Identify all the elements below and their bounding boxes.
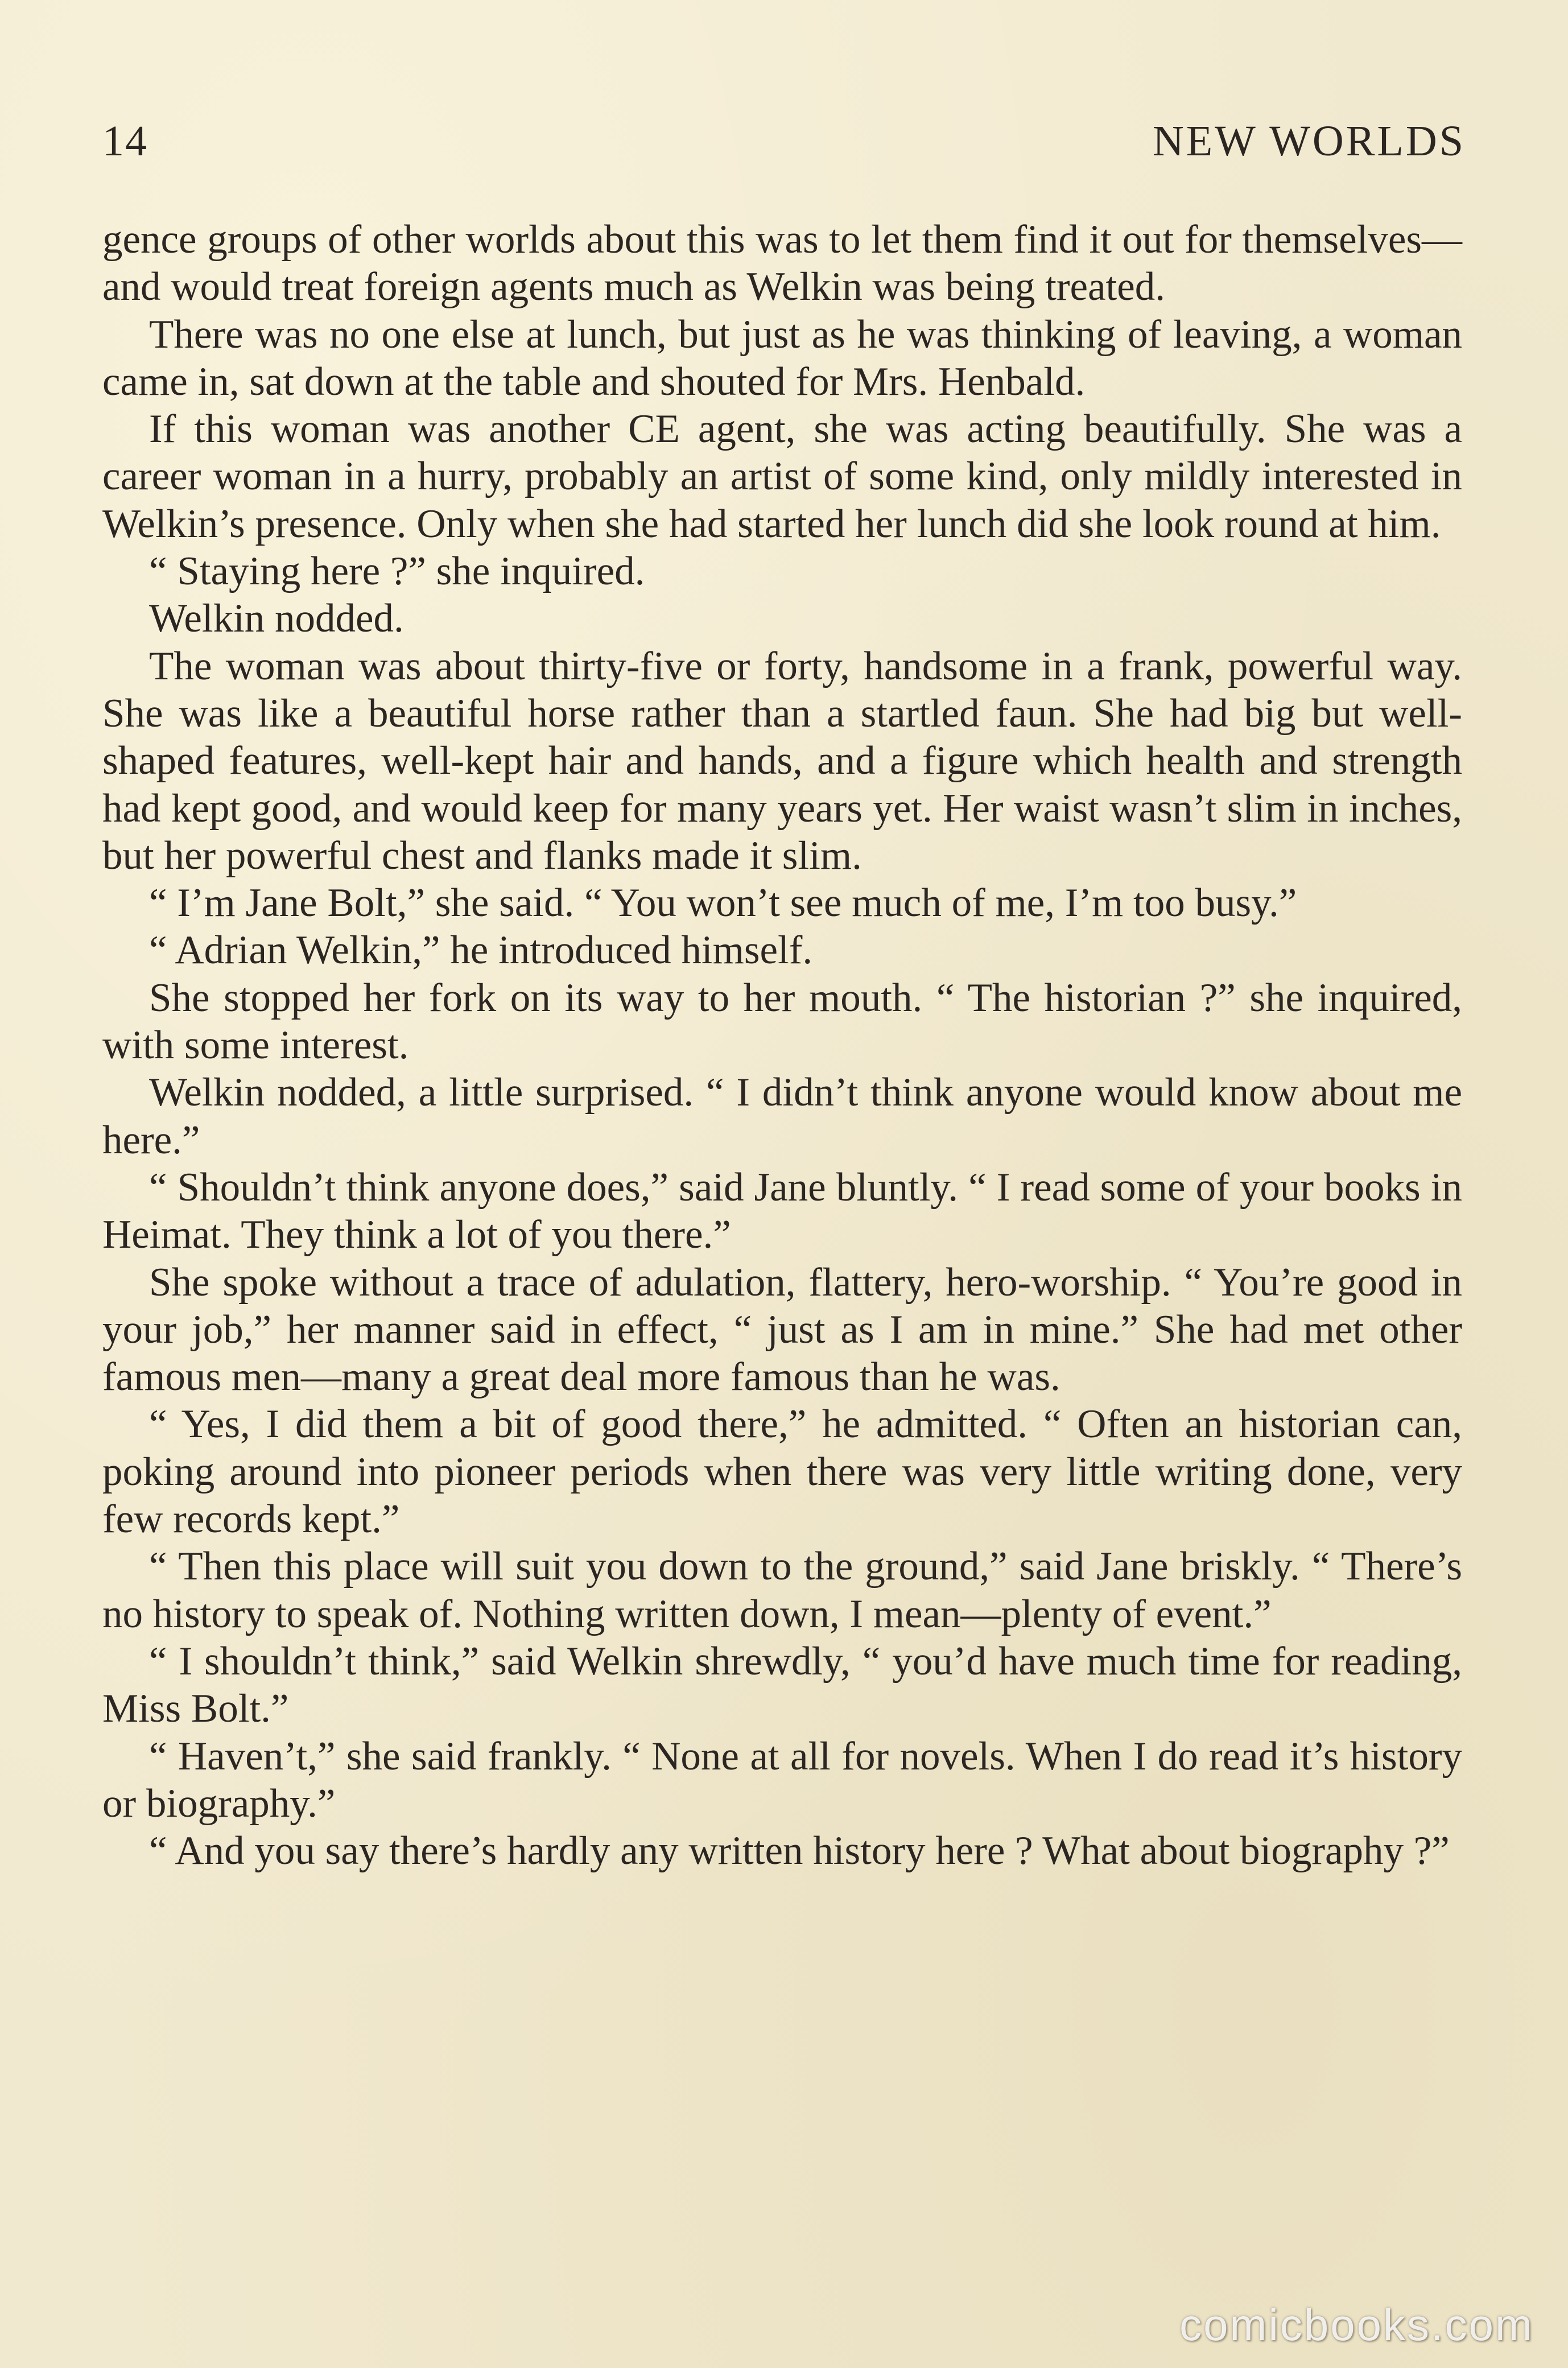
paragraph: “ Adrian Welkin,” he introduced himself. — [149, 928, 813, 973]
paragraph: “ Yes, I did them a bit of good there,” he admitted. “ Often an historian can, poking around into pioneer periods when there was very little writing done, very few records kept.” — [102, 1402, 1462, 1542]
paragraph: She spoke without a trace of adulation, flattery, hero-worship. “ You’re good in your job,” her manner said in effect, “ just as I am in mine.” She had met other famous men—many a great deal more famous than he was. — [102, 1260, 1462, 1400]
body-text — [102, 216, 1462, 1875]
paragraph: Welkin nodded, a little surprised. “ I didn’t think anyone would know about me here.” — [102, 1070, 1462, 1162]
paragraph: She stopped her fork on its way to her mouth. “ The historian ?” she inquired, with some interest. — [102, 975, 1462, 1068]
watermark: comicbooks.com — [1179, 2300, 1534, 2350]
paragraph: “ Then this place will suit you down to the ground,” said Jane briskly. “ There’s no history to speak of. Nothing written down, I mean—plenty of event.” — [102, 1544, 1462, 1636]
paragraph: Welkin nodded. — [149, 596, 404, 641]
paragraph: The woman was about thirty-five or forty, handsome in a frank, powerful way. She was like a beautiful horse rather than a startled faun. She had big but well-shaped features, well-kept hair and hands, and a figure which health and strength had kept good, and would keep for many years yet. Her waist wasn’t slim in inches, but her powerful chest and flanks made it slim. — [102, 643, 1462, 878]
paragraph: “ I’m Jane Bolt,” she said. “ You won’t see much of me, I’m too busy.” — [149, 881, 1297, 926]
paragraph: “ Shouldn’t think anyone does,” said Jane bluntly. “ I read some of your books in Heimat. They think a lot of you there.” — [102, 1165, 1462, 1257]
paragraph: If this woman was another CE agent, she was acting beautifully. She was a career woman in a hurry, probably an artist of some kind, only mildly interested in Welkin’s presence. Only when she had started her lunch did she look round at him. — [102, 407, 1462, 546]
paragraph: gence groups of other worlds about this was to let them find it out for themselves—and would treat foreign agents much as Welkin was being treated. — [102, 217, 1462, 310]
page-number: 14 — [102, 117, 148, 165]
paragraph: “ Staying here ?” she inquired. — [149, 549, 645, 594]
paragraph: “ Haven’t,” she said frankly. “ None at all for novels. When I do read it’s history or biography.” — [102, 1734, 1462, 1826]
paragraph: “ I shouldn’t think,” said Welkin shrewdly, “ you’d have much time for reading, Miss Bolt.” — [102, 1639, 1462, 1731]
paragraph: There was no one else at lunch, but just as he was thinking of leaving, a woman came in, sat down at the table and shouted for Mrs. Henbald. — [102, 312, 1462, 404]
paragraph: “ And you say there’s hardly any written history here ? What about biography ?” — [149, 1829, 1450, 1874]
running-head: NEW WORLDS — [1152, 117, 1466, 165]
page-header — [102, 117, 1466, 179]
